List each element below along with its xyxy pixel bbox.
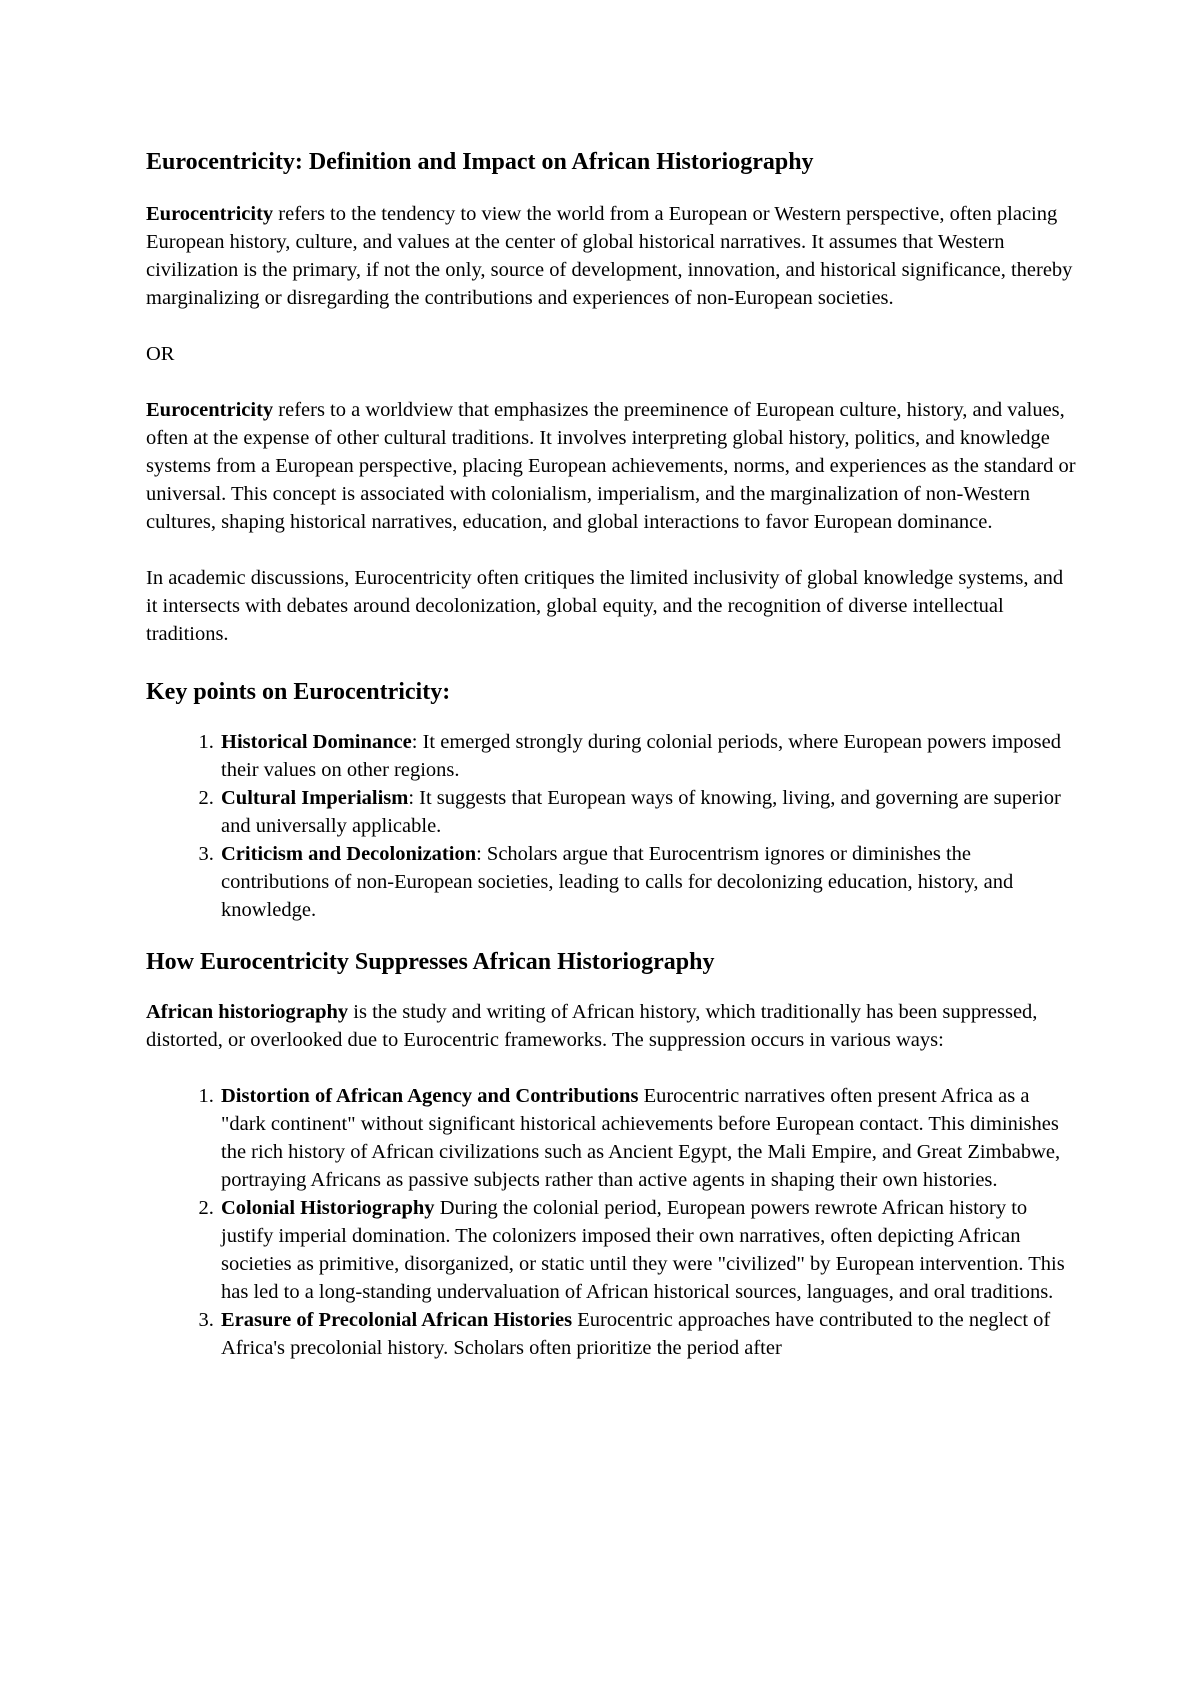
definition-text: refers to the tendency to view the world from a European or Western perspective, often placing European history, culture, and values at the center of global historical narratives. It assumes that Western civilization is the primary, if not the only, source of development, innovation, and historical significance, thereby marginalizing or disregarding the contributions and experiences of non-European societies. xyxy=(146,203,1073,309)
suppression-points-list xyxy=(146,1082,1076,1362)
list-item xyxy=(219,728,1076,784)
list-item-text: Eurocentric narratives often present Africa as a "dark continent" without significant historical achievements before European contact. This diminishes the rich history of African civilizations such as Ancient Egypt, the Mali Empire, and Great Zimbabwe, portraying Africans as passive subjects rather than active agents in shaping their own histories. xyxy=(221,1085,1061,1191)
key-points-list xyxy=(146,728,1076,924)
list-item xyxy=(219,1306,1076,1362)
list-item xyxy=(219,1082,1076,1194)
list-item xyxy=(219,840,1076,924)
list-item-term: Distortion of African Agency and Contributions xyxy=(221,1085,639,1107)
list-item-term: Criticism and Decolonization xyxy=(221,843,477,865)
definition-text: is the study and writing of African history, which traditionally has been suppressed, distorted, or overlooked due to Eurocentric frameworks. The suppression occurs in various ways: xyxy=(146,1001,1038,1051)
document-page xyxy=(146,146,1076,1384)
or-separator: OR xyxy=(146,343,175,365)
document-title: Eurocentricity: Definition and Impact on African Historiography xyxy=(146,149,814,175)
key-points-heading: Key points on Eurocentricity: xyxy=(146,679,451,705)
list-item-term: Colonial Historiography xyxy=(221,1197,435,1219)
list-item xyxy=(219,1194,1076,1306)
definition-paragraph-2 xyxy=(146,396,1076,536)
list-item-text: : It suggests that European ways of knowing, living, and governing are superior and universally applicable. xyxy=(221,787,1061,837)
academic-paragraph: In academic discussions, Eurocentricity often critiques the limited inclusivity of global knowledge systems, and it intersects with debates around decolonization, global equity, and the recognition of diverse intellectual traditions. xyxy=(146,567,1064,645)
list-item-text: Eurocentric approaches have contributed to the neglect of Africa's precolonial history. Scholars often prioritize the period after xyxy=(221,1309,1051,1359)
list-item-term: Erasure of Precolonial African Histories xyxy=(221,1309,573,1331)
definition-term: Eurocentricity xyxy=(146,203,274,225)
definition-term: Eurocentricity xyxy=(146,399,274,421)
suppression-heading: How Eurocentricity Suppresses African Historiography xyxy=(146,949,715,975)
list-item-term: Cultural Imperialism xyxy=(221,787,409,809)
definition-text: refers to a worldview that emphasizes the preeminence of European culture, history, and values, often at the expense of other cultural traditions. It involves interpreting global history, politics, and knowledge systems from a European perspective, placing European achievements, norms, and experiences as the standard or universal. This concept is associated with colonialism, imperialism, and the marginalization of non-Western cultures, shaping historical narratives, education, and global interactions to favor European dominance. xyxy=(146,399,1076,533)
list-item-term: Historical Dominance xyxy=(221,731,412,753)
list-item-text: : Scholars argue that Eurocentrism ignores or diminishes the contributions of non-European societies, leading to calls for decolonizing education, history, and knowledge. xyxy=(221,843,1014,921)
list-item-text: During the colonial period, European powers rewrote African history to justify imperial domination. The colonizers imposed their own narratives, often depicting African societies as primitive, disorganized, or static until they were "civilized" by European intervention. This has led to a long-standing undervaluation of African historical sources, languages, and oral traditions. xyxy=(221,1197,1065,1303)
list-item xyxy=(219,784,1076,840)
definition-paragraph-1 xyxy=(146,200,1076,312)
list-item-text: : It emerged strongly during colonial periods, where European powers imposed their values on other regions. xyxy=(221,731,1061,781)
definition-term: African historiography xyxy=(146,1001,349,1023)
african-historiography-paragraph xyxy=(146,998,1076,1054)
